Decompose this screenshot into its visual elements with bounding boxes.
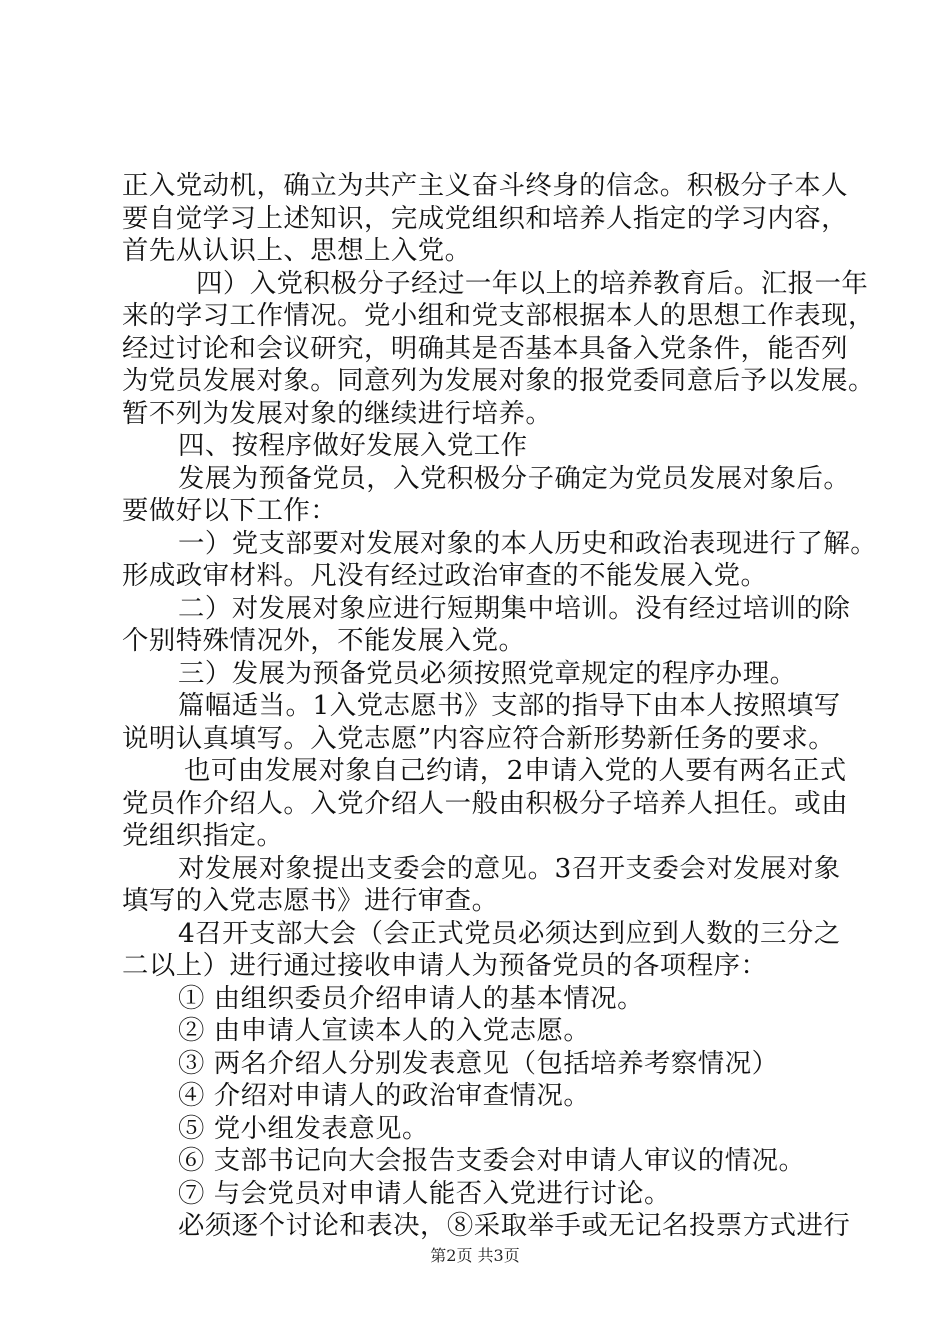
text-line: 来的学习工作情况。党小组和党支部根据本人的思想工作表现，: [122, 300, 875, 331]
text-line: 要做好以下工作：: [122, 495, 338, 526]
text-line: 发展为预备党员，入党积极分子确定为党员发展对象后。: [178, 462, 851, 494]
text-line: 篇幅适当。1入党志愿书》支部的指导下由本人按照填写: [178, 690, 841, 721]
list-item: ⑥ 支部书记向大会报告支委会对申请人审议的情况。: [178, 1145, 806, 1176]
list-item: ② 由申请人宣读本人的入党志愿。: [178, 1015, 591, 1046]
text-line: 个别特殊情况外，不能发展入党。: [122, 625, 526, 656]
text-line: 党组织指定。: [122, 820, 284, 851]
text-line: 暂不列为发展对象的继续进行培养。: [122, 397, 553, 429]
text-line: 对发展对象提出支委会的意见。3召开支委会对发展对象: [178, 852, 841, 884]
text-line: 也可由发展对象自己约请，2申请入党的人要有两名正式: [184, 755, 847, 786]
text-line: 三）发展为预备党员必须按照党章规定的程序办理。: [178, 657, 797, 689]
text-line: 要自觉学习上述知识，完成党组织和培养人指定的学习内容，: [122, 202, 849, 234]
text-line: 必须逐个讨论和表决，⑧采取举手或无记名投票方式进行: [178, 1210, 851, 1241]
text-line: 首先从认识上、思想上入党。: [122, 235, 472, 266]
text-line: 一）党支部要对发展对象的本人历史和政治表现进行了解。: [178, 527, 878, 559]
text-line: 二以上）进行通过接收申请人为预备党员的各项程序：: [122, 950, 768, 981]
list-item: ④ 介绍对申请人的政治审查情况。: [178, 1080, 591, 1111]
section-heading: 四、按程序做好发展入党工作: [178, 430, 528, 461]
list-item: ③ 两名介绍人分别发表意见（包括培养考察情况）: [178, 1047, 779, 1079]
text-line: 说明认真填写。入党志愿”内容应符合新形势新任务的要求。: [122, 722, 836, 754]
page-number-footer: 第2页 共3页: [430, 1246, 520, 1265]
text-line: 党员作介绍人。入党介绍人一般由积极分子培养人担任。或由: [122, 787, 849, 819]
text-line: 正入党动机，确立为共产主义奋斗终身的信念。积极分子本人: [122, 170, 849, 201]
list-item: ⑦ 与会党员对申请人能否入党进行讨论。: [178, 1177, 671, 1209]
text-line: 四）入党积极分子经过一年以上的培养教育后。汇报一年: [196, 267, 869, 299]
document-body: [122, 170, 878, 1243]
text-line: 填写的入党志愿书》进行审查。: [122, 885, 499, 916]
text-line: 形成政审材料。凡没有经过政治审查的不能发展入党。: [122, 560, 768, 591]
list-item: ⑤ 党小组发表意见。: [178, 1112, 429, 1144]
text-line: 4召开支部大会（会正式党员必须达到应到人数的三分之: [178, 917, 841, 949]
text-line: 二）对发展对象应进行短期集中培训。没有经过培训的除: [178, 592, 851, 624]
text-line: 经过讨论和会议研究，明确其是否基本具备入党条件，能否列: [122, 332, 849, 364]
text-line: 为党员发展对象。同意列为发展对象的报党委同意后予以发展。: [122, 365, 875, 396]
list-item: ① 由组织委员介绍申请人的基本情况。: [178, 982, 645, 1014]
